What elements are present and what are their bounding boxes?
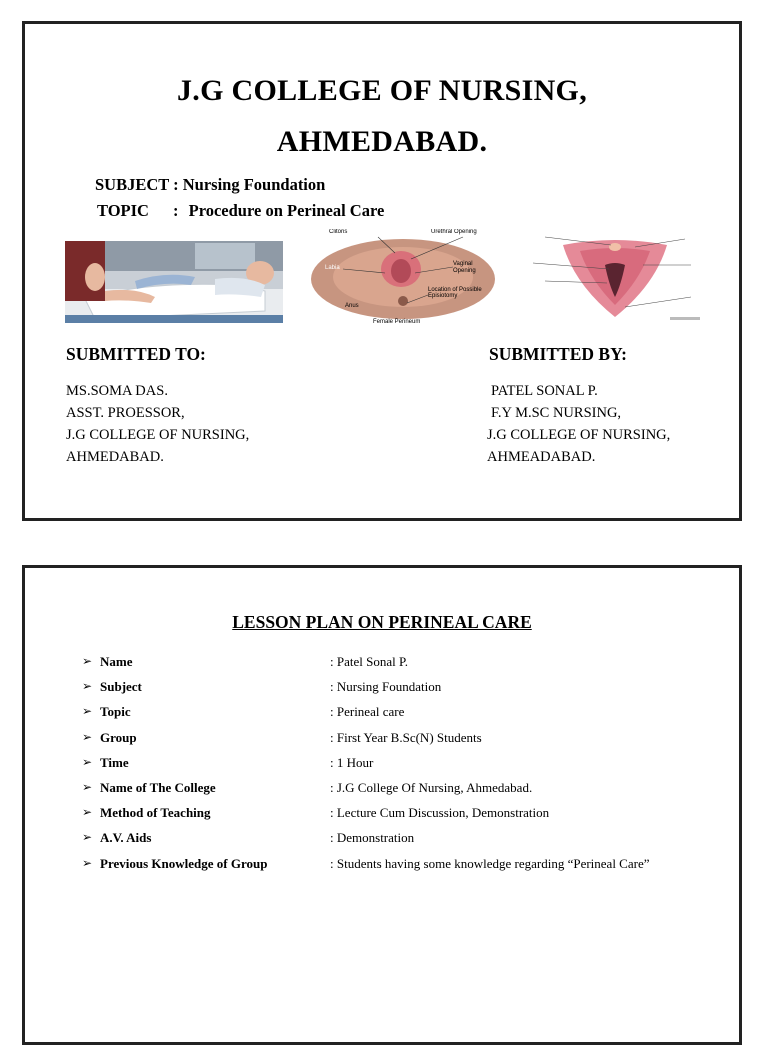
vulva-anatomy-illustration — [525, 225, 705, 325]
label-clitoris: Clitoris — [329, 229, 348, 235]
row-value: : 1 Hour — [330, 754, 374, 770]
row-label: Method of Teaching — [100, 805, 211, 821]
row-label: Previous Knowledge of Group — [100, 855, 268, 871]
submitted-to-line: MS.SOMA DAS. — [66, 383, 168, 399]
submitted-by-line: AHMEADABAD. — [487, 449, 596, 465]
submitted-by-heading: SUBMITTED BY: — [489, 344, 627, 364]
vulva-diagram — [525, 225, 705, 325]
lesson-plan-title: LESSON PLAN ON PERINEAL CARE — [232, 612, 532, 632]
cover-page — [22, 21, 742, 521]
row-label: Group — [100, 729, 137, 745]
arrow-bullet-icon: ➢ — [82, 830, 93, 845]
row-label: Subject — [100, 679, 142, 695]
submitted-by-block — [487, 380, 670, 468]
arrow-bullet-icon: ➢ — [82, 704, 93, 719]
label-vaginal-opening: Vaginal Opening — [453, 261, 476, 274]
lesson-plan-row — [82, 830, 719, 855]
submitted-to-line: J.G COLLEGE OF NURSING, — [66, 427, 250, 443]
row-label: Name of The College — [100, 779, 216, 795]
lesson-plan-row — [82, 679, 719, 704]
lesson-plan-page — [22, 565, 742, 1045]
arrow-bullet-icon: ➢ — [82, 729, 93, 744]
row-value: : Nursing Foundation — [330, 679, 442, 695]
row-value: : First Year B.Sc(N) Students — [330, 729, 482, 745]
topic-label: TOPIC — [97, 201, 149, 220]
row-value: : Perineal care — [330, 704, 405, 720]
submitted-to-heading: SUBMITTED TO: — [66, 344, 206, 364]
arrow-bullet-icon: ➢ — [82, 754, 93, 769]
lesson-plan-row — [82, 654, 719, 679]
submitted-by-line: J.G COLLEGE OF NURSING, — [487, 427, 671, 443]
topic-line — [97, 201, 384, 221]
lesson-plan-row — [82, 755, 719, 780]
lesson-plan-row — [82, 856, 719, 881]
row-label: Name — [100, 654, 133, 669]
college-city: AHMEDABAD. — [276, 125, 488, 158]
submitted-to-line: AHMEDABAD. — [66, 449, 164, 465]
lesson-plan-row — [82, 704, 719, 729]
submitted-to-block — [66, 380, 249, 468]
label-location: Location of Possible Episiotomy — [428, 287, 482, 299]
lesson-plan-row — [82, 730, 719, 755]
patient-photo — [65, 241, 283, 323]
row-label: Topic — [100, 704, 131, 720]
female-perineum-illustration — [303, 229, 503, 329]
label-urethral-opening: Urethral Opening — [431, 229, 477, 235]
college-name: J.G COLLEGE OF NURSING, — [176, 74, 587, 107]
topic-value: Procedure on Perineal Care — [188, 201, 385, 220]
topic-colon: : — [173, 201, 179, 220]
subject-label: SUBJECT : — [95, 175, 179, 194]
row-value: : Students having some knowledge regarding “Perineal Care” — [330, 855, 650, 871]
patient-care-illustration — [65, 241, 283, 323]
row-value: : J.G College Of Nursing, Ahmedabad. — [330, 779, 533, 795]
arrow-bullet-icon: ➢ — [82, 779, 93, 794]
row-value: : Lecture Cum Discussion, Demonstration — [330, 805, 550, 821]
label-anus: Anus — [345, 303, 359, 309]
perineum-diagram — [303, 229, 503, 329]
row-label: Time — [100, 754, 129, 770]
label-labia: Labia — [325, 265, 340, 271]
diagram-caption: Female Perineum — [373, 319, 421, 325]
submitted-by-line: F.Y M.SC NURSING, — [491, 405, 622, 421]
lesson-plan-details — [82, 654, 719, 881]
arrow-bullet-icon: ➢ — [82, 654, 93, 668]
submitted-to-line: ASST. PROESSOR, — [66, 405, 185, 421]
row-value: : Demonstration — [330, 830, 415, 846]
arrow-bullet-icon: ➢ — [82, 855, 93, 870]
arrow-bullet-icon: ➢ — [82, 679, 93, 694]
row-value: : Patel Sonal P. — [330, 654, 409, 669]
submitted-by-line: PATEL SONAL P. — [491, 383, 598, 399]
row-label: A.V. Aids — [100, 830, 152, 846]
subject-line — [95, 175, 325, 195]
lesson-plan-row — [82, 780, 719, 805]
subject-value: Nursing Foundation — [182, 175, 326, 194]
lesson-plan-row — [82, 805, 719, 830]
arrow-bullet-icon: ➢ — [82, 805, 93, 820]
